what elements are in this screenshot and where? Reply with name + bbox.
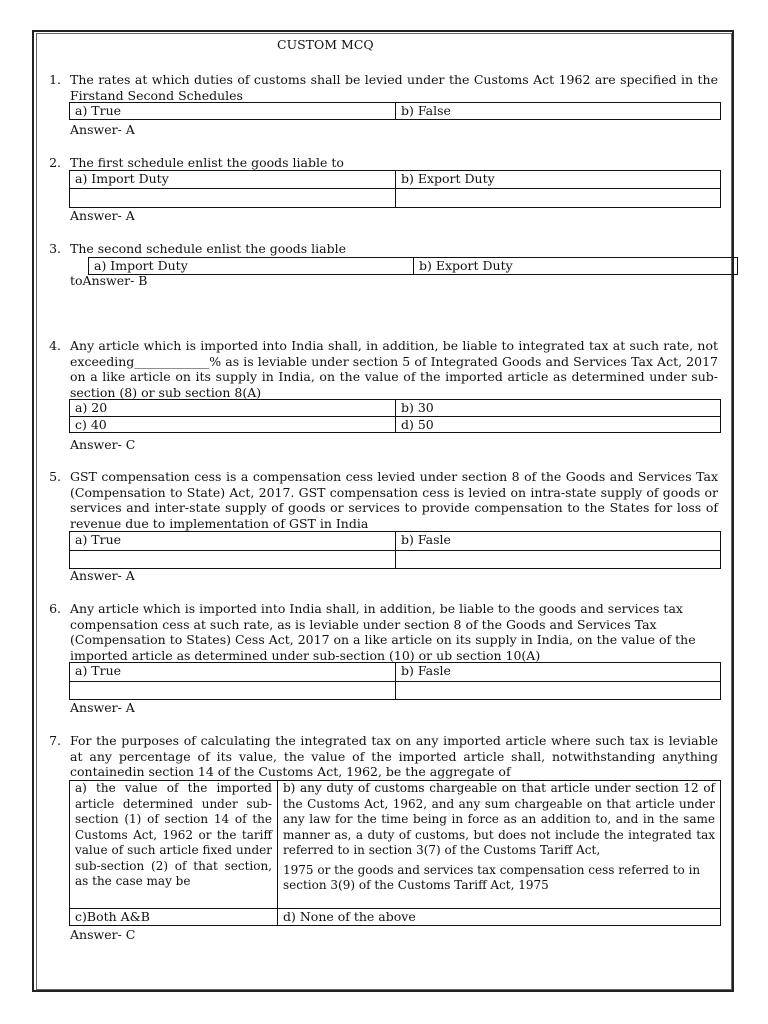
option-b[interactable]: b) Export Duty bbox=[396, 171, 721, 189]
option-b: b) any duty of customs chargeable on that article under section 12 of the Customs Act, 1962, and any sum chargeable on that article under any law for the time being in force as an addition to, and in the same manner as, a duty of customs, but does not include the integrated tax referred to in section 3(7) of the Customs Tariff Act, bbox=[283, 781, 715, 857]
options-table bbox=[69, 531, 721, 569]
question-text: The rates at which duties of customs shall be levied under the Customs Act 1962 are specified in the Firstand Second Schedules bbox=[70, 72, 718, 103]
answer: Answer- A bbox=[70, 208, 135, 223]
option-b[interactable]: b) Fasle bbox=[396, 663, 721, 682]
options-table bbox=[69, 399, 721, 433]
question-number: 1. bbox=[49, 72, 61, 87]
option-b[interactable]: b) Fasle bbox=[396, 532, 721, 551]
option-b[interactable]: b) 30 bbox=[396, 400, 721, 417]
option-d[interactable]: d) None of the above bbox=[278, 909, 721, 926]
question-number: 7. bbox=[49, 733, 61, 748]
empty-cell bbox=[396, 189, 721, 208]
empty-cell bbox=[70, 189, 396, 208]
empty-cell bbox=[70, 551, 396, 569]
options-table bbox=[69, 662, 721, 700]
option-c[interactable]: c) 40 bbox=[70, 416, 396, 433]
option-b-continued: 1975 or the goods and services tax compensation cess referred to in section 3(9) of the Customs Tariff Act, 1975 bbox=[283, 862, 701, 892]
answer: Answer- C bbox=[70, 437, 136, 452]
option-a[interactable]: a) True bbox=[70, 103, 396, 120]
question-number: 6. bbox=[49, 601, 61, 616]
option-b[interactable]: b) False bbox=[396, 103, 721, 120]
question-text: Any article which is imported into India shall, in addition, be liable to the goods and services tax compensation cess at such rate, as is leviable under section 8 of the Goods and Services Tax (Compensation to States) Cess Act, 2017 on a like article on its supply in India, on the value of the imported article as determined under sub-section (10) or ub section 10(A) bbox=[70, 601, 696, 663]
options-table bbox=[69, 780, 721, 926]
options-table bbox=[88, 257, 738, 275]
option-b-cell[interactable] bbox=[278, 781, 721, 909]
question-text: The second schedule enlist the goods liable bbox=[70, 241, 346, 256]
empty-cell bbox=[396, 551, 721, 569]
question-number: 4. bbox=[49, 338, 61, 353]
question-number: 3. bbox=[49, 241, 61, 256]
empty-cell bbox=[70, 682, 396, 700]
empty-cell bbox=[396, 682, 721, 700]
option-a[interactable]: a) Import Duty bbox=[70, 171, 396, 189]
question-text: GST compensation cess is a compensation cess levied under section 8 of the Goods and Services Tax (Compensation to State) Act, 2017. GST compensation cess is levied on intra-state supply of goods or services and inter-state supply of goods or services to provide compensation to the States for loss of revenue due to implementation of GST in India bbox=[70, 469, 718, 531]
options-table bbox=[69, 170, 721, 208]
option-a[interactable]: a) Import Duty bbox=[89, 258, 414, 275]
answer: Answer- A bbox=[70, 568, 135, 583]
option-a[interactable]: a) True bbox=[70, 532, 396, 551]
answer: Answer- A bbox=[70, 700, 135, 715]
question-text: The first schedule enlist the goods liable to bbox=[70, 155, 344, 170]
question-number: 2. bbox=[49, 155, 61, 170]
document-title: CUSTOM MCQ bbox=[277, 37, 374, 52]
answer: Answer- A bbox=[70, 122, 135, 137]
option-c[interactable]: c)Both A&B bbox=[70, 909, 278, 926]
question-text: For the purposes of calculating the integrated tax on any imported article where such tax is leviable at any percentage of its value, the value of the imported article shall, notwithstanding anything containedin section 14 of the Customs Act, 1962, be the aggregate of bbox=[70, 733, 718, 779]
answer: Answer- C bbox=[70, 927, 136, 942]
answer: toAnswer- B bbox=[70, 273, 148, 288]
question-number: 5. bbox=[49, 469, 61, 484]
options-table bbox=[69, 102, 721, 120]
option-d[interactable]: d) 50 bbox=[396, 416, 721, 433]
option-a[interactable]: a) True bbox=[70, 663, 396, 682]
option-a[interactable]: a) the value of the imported article determined under sub-section (1) of section 14 of the Customs Act, 1962 or the tariff value of such article fixed under sub-section (2) of that section, as the case may be bbox=[70, 781, 278, 909]
option-b[interactable]: b) Export Duty bbox=[414, 258, 738, 275]
option-a[interactable]: a) 20 bbox=[70, 400, 396, 417]
question-text: Any article which is imported into India shall, in addition, be liable to integrated tax at such rate, not exceeding____________% as is leviable under section 5 of Integrated Goods and Services Tax Act, 2017 on a like article on its supply in India, on the value of the imported article as determined under sub-section (8) or sub section 8(A) bbox=[70, 338, 718, 400]
